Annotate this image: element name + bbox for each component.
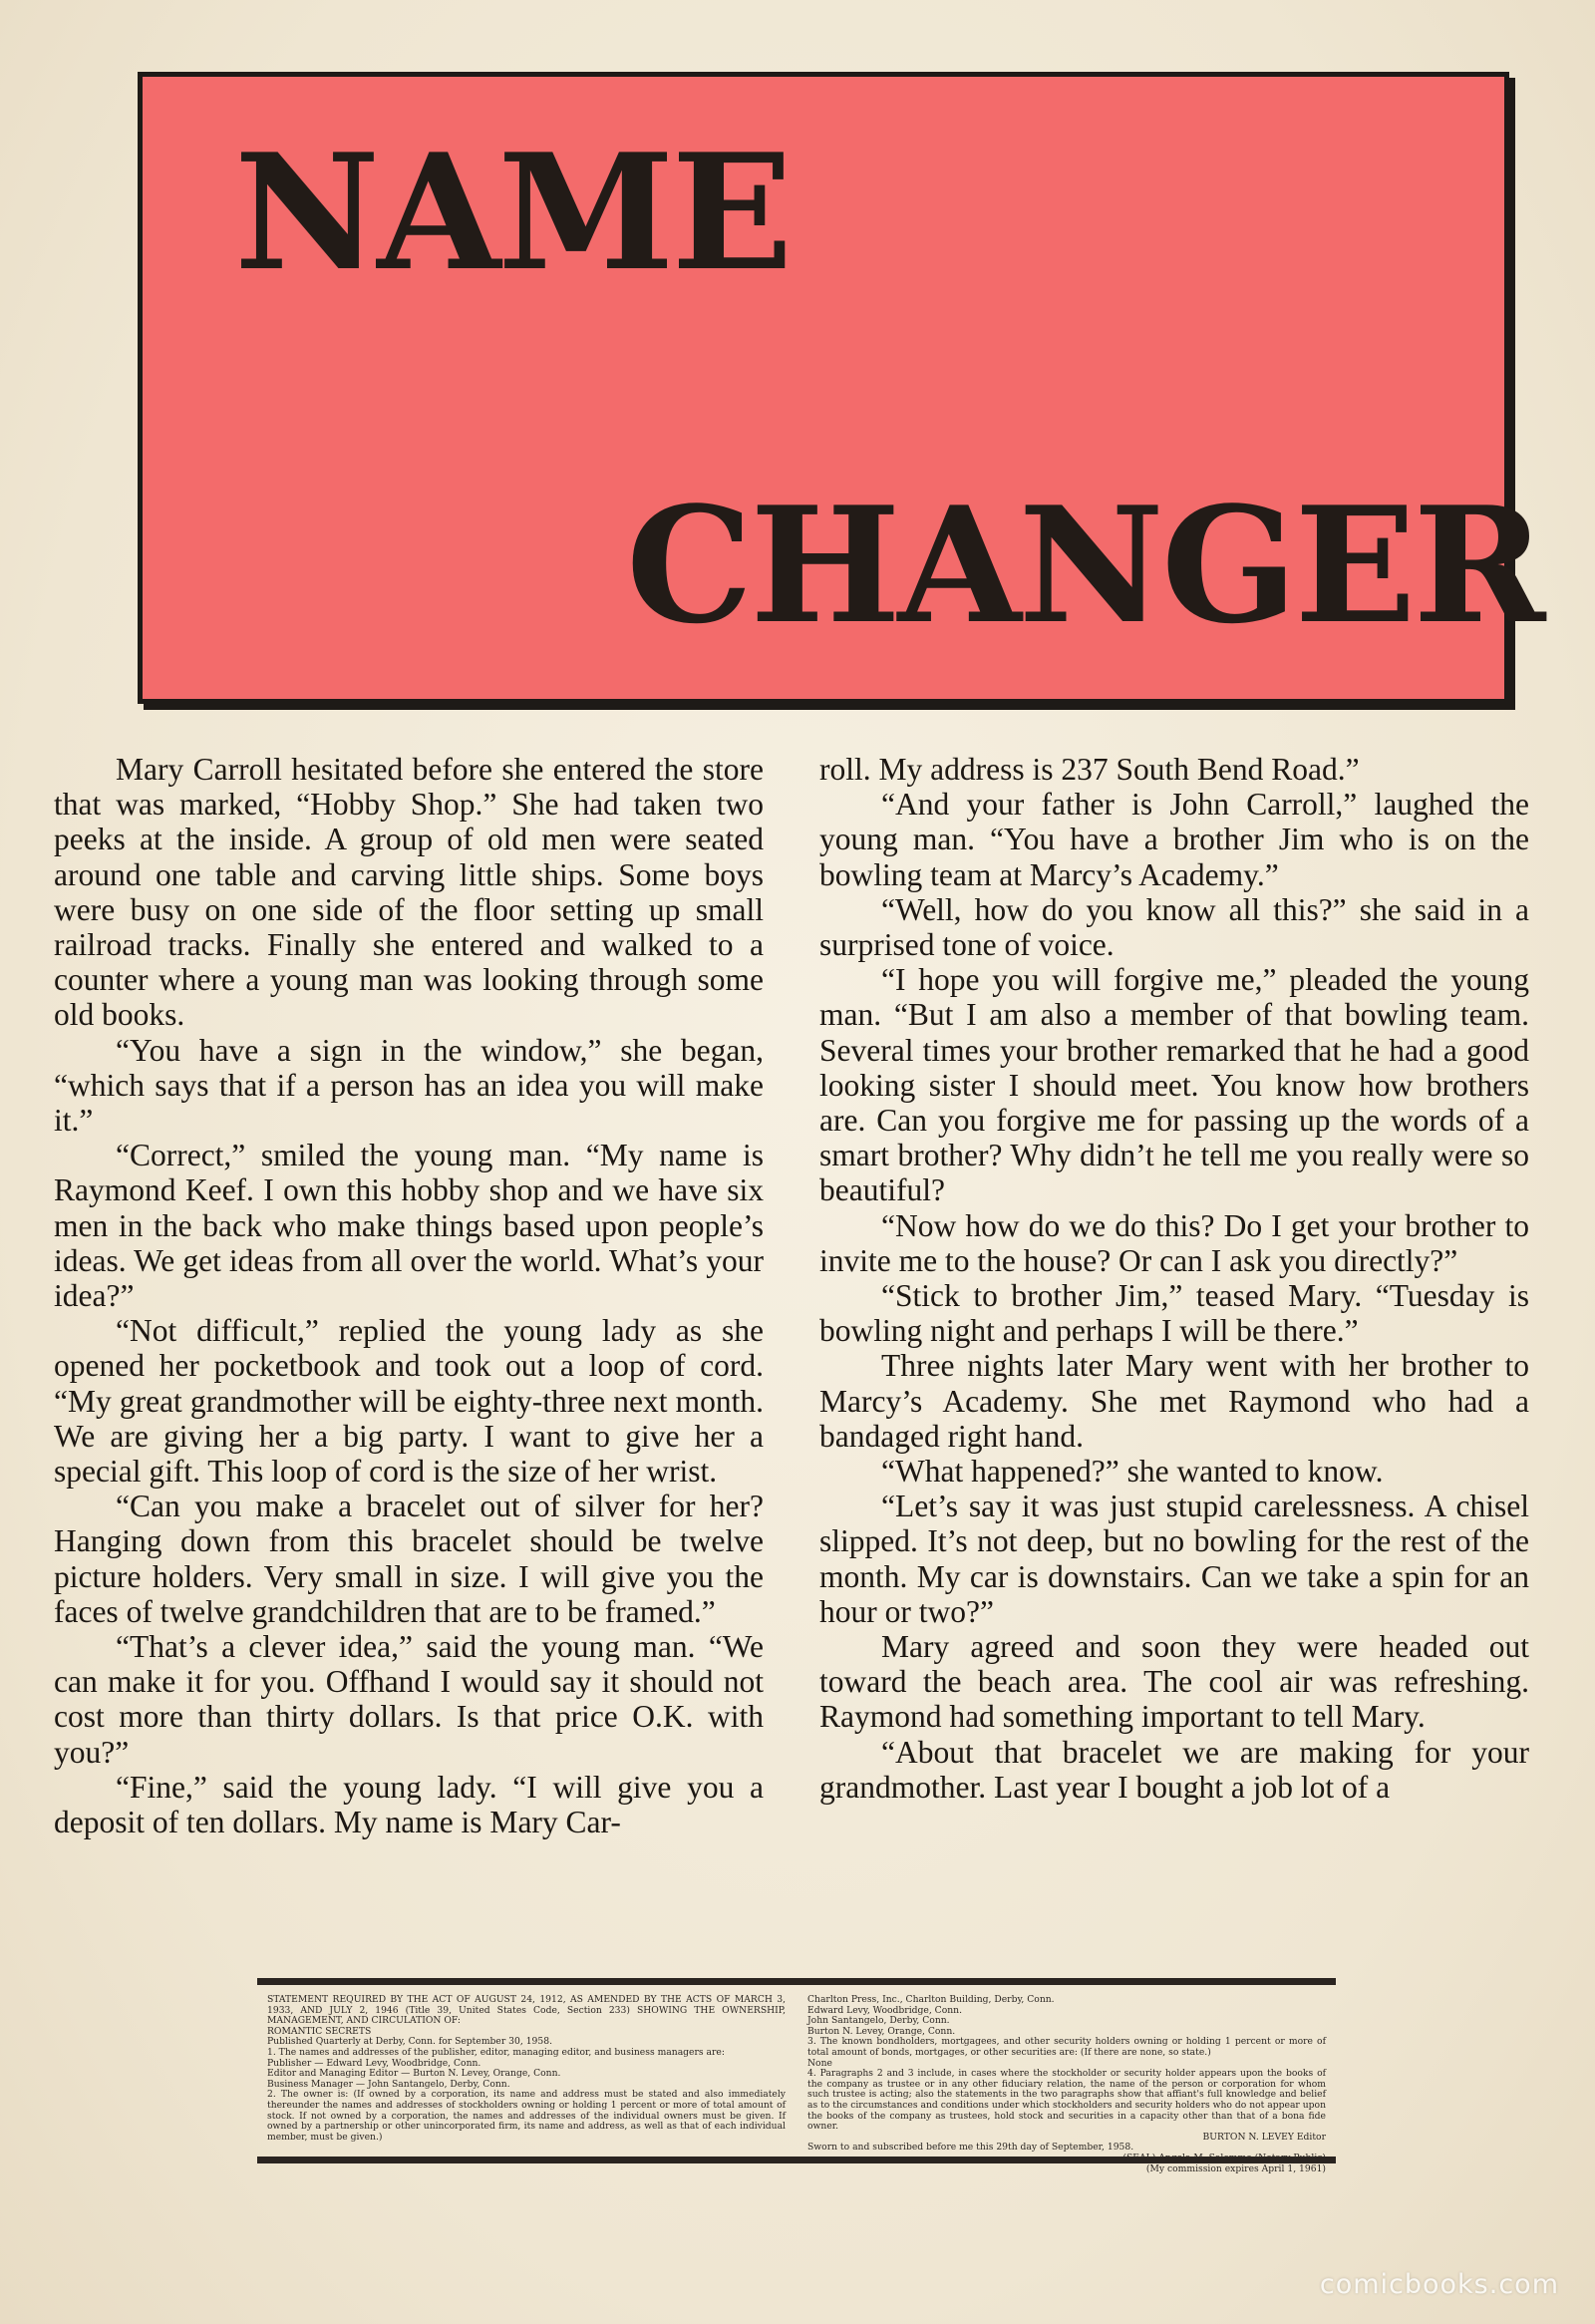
- story-paragraph: “Now how do we do this? Do I get your brother to invite me to the house? Or can I ask you directly?”: [819, 1207, 1529, 1278]
- title-panel: [138, 72, 1543, 704]
- statement-line: (My commission expires April 1, 1961): [1145, 2162, 1326, 2174]
- story-paragraph: Three nights later Mary went with her brother to Marcy’s Academy. She met Raymond who had a bandaged right hand.: [819, 1348, 1529, 1454]
- story-paragraph: “Well, how do you know all this?” she said in a surprised tone of voice.: [819, 891, 1529, 963]
- story-paragraph: “Not difficult,” replied the young lady as she opened her pocketbook and took out a loop of cord. “My great grandmother will be eighty-three next month. We are giving her a big party. I want to give her a special gift. This loop of cord is the size of her wrist.: [54, 1313, 764, 1490]
- statement-line: STATEMENT REQUIRED BY THE ACT OF AUGUST 24, 1912, AS AMENDED BY THE ACTS OF MARCH 3, 1933, AND JULY 2, 1946 (Title 39, United States Code, Section 233) SHOWING THE OWNERSHIP, MANAGEMENT, AND CIRCULATION OF:: [267, 1994, 786, 2027]
- story-paragraph: Mary agreed and soon they were headed out toward the beach area. The cool air was refreshing. Raymond had something important to tell Mary.: [819, 1629, 1529, 1735]
- title-line-2: CHANGER: [626, 472, 1543, 659]
- statement-line: 4. Paragraphs 2 and 3 include, in cases where the stockholder or security holder appears upon the books of the company as trustee or in any other fiduciary relation, the name of the person or corporation for whom such trustee is acting; also the statements in the two paragraphs show that affiant's full knowledge and belief as to the circumstances and conditions under which stockholders and security holders who do not appear upon the books of the company as trustees, hold stock and securities in a capacity other than that of a bona fide owner.: [807, 2068, 1326, 2133]
- statement-line: 1. The names and addresses of the publisher, editor, managing editor, and business managers are:: [267, 2046, 725, 2058]
- statement-line: Edward Levy, Woodbridge, Conn.: [807, 2004, 962, 2016]
- story-paragraph: “About that bracelet we are making for your grandmother. Last year I bought a job lot of a: [819, 1734, 1529, 1805]
- statement-line: Publisher — Edward Levy, Woodbridge, Conn.: [267, 2057, 481, 2069]
- story-column-right: [819, 752, 1529, 1958]
- story-paragraph: “Fine,” said the young lady. “I will give you a deposit of ten dollars. My name is Mary Car-: [54, 1769, 764, 1840]
- story-paragraph: “That’s a clever idea,” said the young man. “We can make it for you. Offhand I would say it should not cost more than thirty dollars. Is that price O.K. with you?”: [54, 1629, 764, 1770]
- story-paragraph: Mary Carroll hesitated before she entered the store that was marked, “Hobby Shop.” She had taken two peeks at the inside. A group of old men were seated around one table and carving little ships. Some boys were busy on one side of the floor setting up small railroad tracks. Finally she entered and walked to a counter where a young man was looking through some old books.: [54, 752, 764, 1033]
- statement-line: (SEAL) Angela M. Salemme (Notary Public): [1122, 2152, 1326, 2163]
- site-watermark: comicbooks.com: [1319, 2269, 1559, 2300]
- statement-line: Charlton Press, Inc., Charlton Building, Derby, Conn.: [807, 1994, 1055, 2005]
- statement-line: John Santangelo, Derby, Conn.: [807, 2015, 950, 2027]
- statement-line: Sworn to and subscribed before me this 29th day of September, 1958.: [807, 2142, 1134, 2154]
- story-paragraph: “Can you make a bracelet out of silver for her? Hanging down from this bracelet should be twelve picture holders. Very small in size. I will give you the faces of twelve grandchildren that are to be framed.”: [54, 1489, 764, 1629]
- ownership-statement: [257, 1978, 1336, 2174]
- story-paragraph: “What happened?” she wanted to know.: [881, 1454, 1384, 1490]
- story-paragraph: “Let’s say it was just stupid carelessness. A chisel slipped. It’s not deep, but no bowling for the rest of the month. My car is downstairs. Can we take a spin for an hour or two?”: [819, 1489, 1529, 1629]
- statement-line: None: [807, 2057, 832, 2069]
- story-paragraph: “You have a sign in the window,” she began, “which says that if a person has an idea you will make it.”: [54, 1032, 764, 1139]
- statement-line: Burton N. Levey, Orange, Conn.: [807, 2025, 956, 2037]
- statement-line: 2. The owner is: (If owned by a corporation, its name and address must be stated and also immediately thereunder the names and addresses of stockholders owning or holding 1 percent or more of total amount of stock. If not owned by a corporation, the names and addresses of the individual owners must be given. If owned by a partnership or other unincorporated firm, its name and address, as well as that of each individual member, must be given.): [267, 2089, 786, 2143]
- statement-line: Editor and Managing Editor — Burton N. Levey, Orange, Conn.: [267, 2068, 561, 2080]
- story-paragraph: “Correct,” smiled the young man. “My name is Raymond Keef. I own this hobby shop and we have six men in the back who make things based upon people’s ideas. We get ideas from all over the world. What’s your idea?”: [54, 1138, 764, 1314]
- story-paragraph: “Stick to brother Jim,” teased Mary. “Tuesday is bowling night and perhaps I will be there.”: [819, 1278, 1529, 1349]
- story-paragraph: “I hope you will forgive me,” pleaded the young man. “But I am also a member of that bowling team. Several times your brother remarked that he had a good looking sister I should meet. You know how brothers are. Can you forgive me for passing up the words of a smart brother? Why didn’t he tell me you really were so beautiful?: [819, 962, 1529, 1208]
- statement-column-right: [807, 1994, 1326, 2174]
- statement-column-left: [267, 1995, 786, 2157]
- statement-line: 3. The known bondholders, mortgagees, and other security holders owning or holding 1 percent or more of total amount of bonds, mortgages, or other securities are: (If there are none, so state.): [807, 2036, 1326, 2058]
- story-paragraph: “And your father is John Carroll,” laughed the young man. “You have a brother Jim who is on the bowling team at Marcy’s Academy.”: [819, 787, 1529, 892]
- statement-line: Business Manager — John Santangelo, Derby, Conn.: [267, 2078, 510, 2090]
- story-column-left: [54, 752, 764, 1958]
- statement-line: Published Quarterly at Derby, Conn. for September 30, 1958.: [267, 2036, 552, 2048]
- story-paragraph: roll. My address is 237 South Bend Road.”: [819, 752, 1360, 787]
- statement-line: ROMANTIC SECRETS: [267, 2025, 372, 2037]
- statement-line: BURTON N. LEVEY Editor: [1202, 2131, 1326, 2143]
- title-line-1: NAME: [234, 119, 791, 306]
